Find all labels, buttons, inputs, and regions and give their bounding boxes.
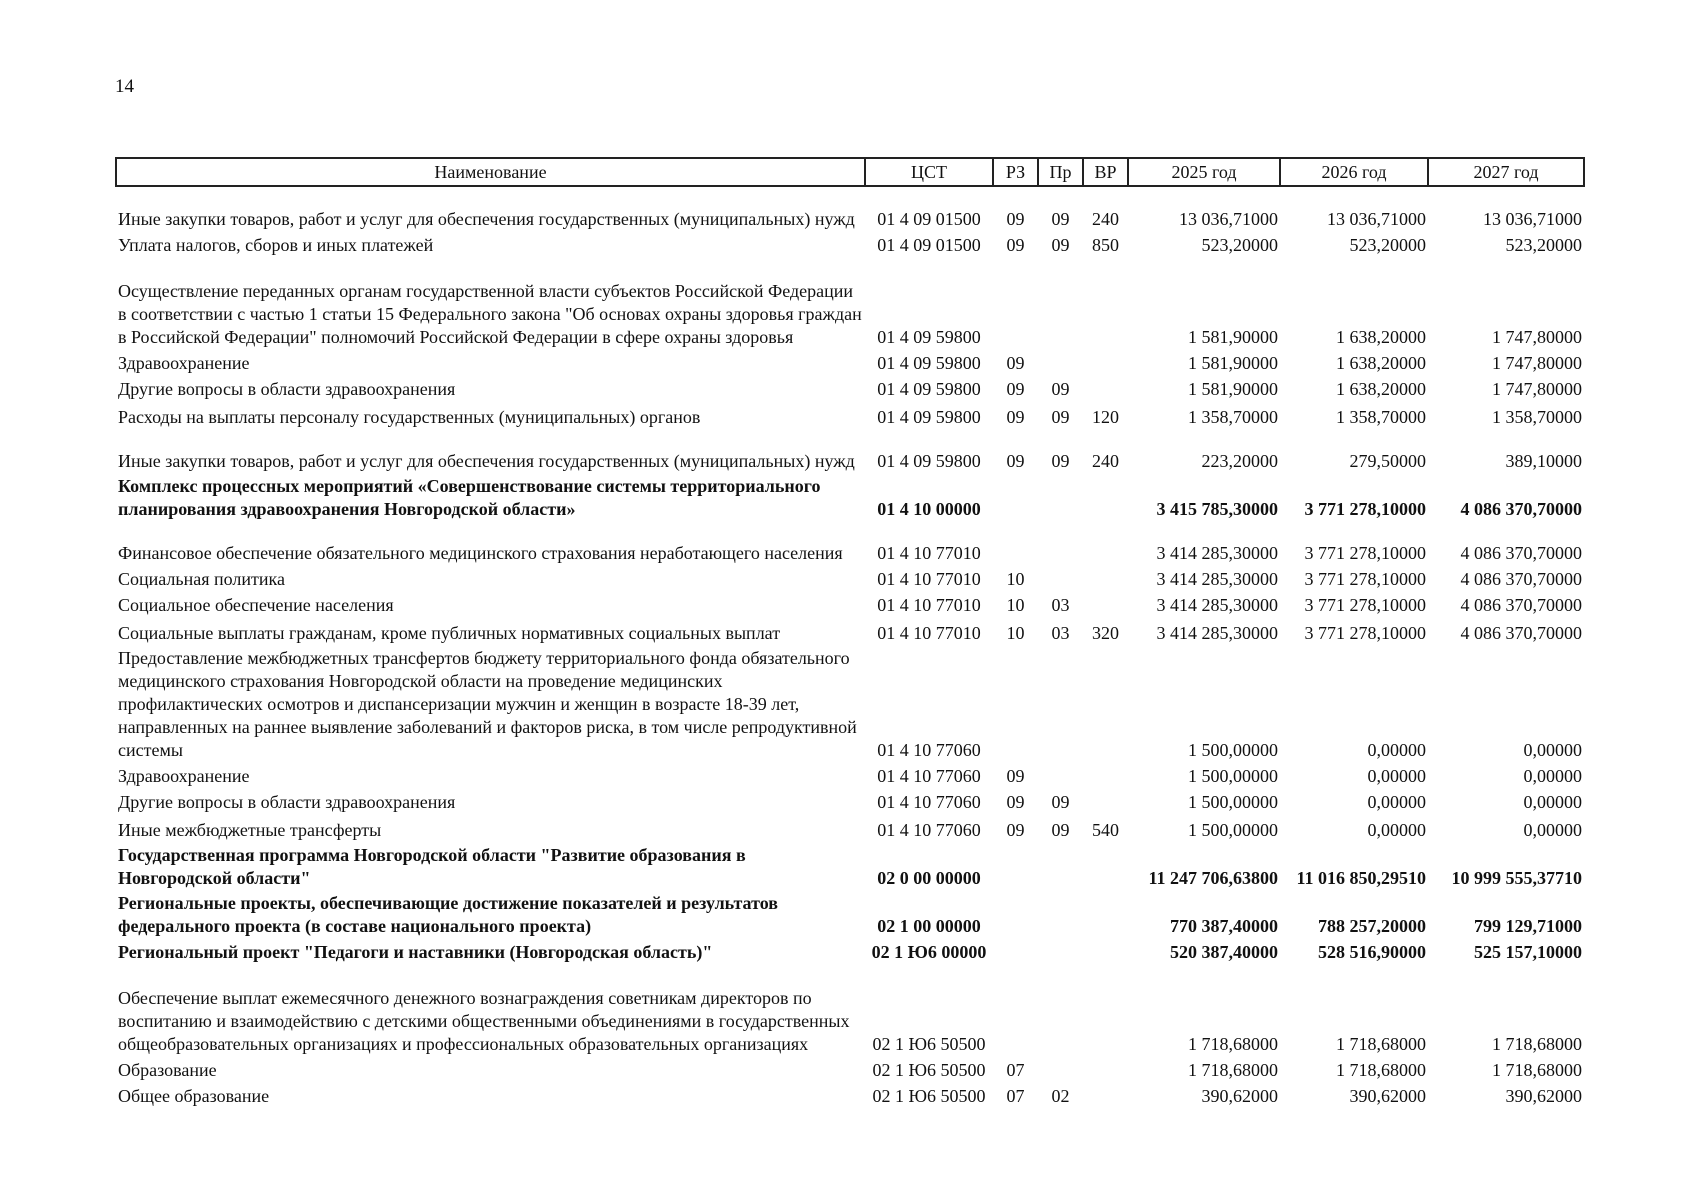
- header-rz: РЗ: [993, 158, 1038, 186]
- row-pr: 09: [1051, 792, 1070, 812]
- row-vr: 320: [1092, 623, 1119, 643]
- row-amount-2027: 1 747,80000: [1492, 379, 1582, 399]
- table-row: [116, 965, 1584, 1057]
- row-vr: [1083, 592, 1128, 618]
- row-rz: [993, 646, 1038, 763]
- row-name: Здравоохранение: [118, 766, 250, 786]
- table-row: [116, 430, 1584, 474]
- row-name: Общее образование: [118, 1086, 270, 1106]
- row-rz: [993, 891, 1038, 939]
- row-pr: 03: [1051, 595, 1070, 615]
- row-cst: 02 1 Ю6 50500: [872, 1060, 986, 1080]
- row-cst: 01 4 09 59800: [877, 407, 981, 427]
- row-name: Государственная программа Новгородской области "Развитие образования в Новгородской области": [118, 845, 746, 888]
- row-rz: 09: [1006, 353, 1025, 373]
- row-rz: 09: [1006, 209, 1025, 229]
- row-cst: 01 4 10 77010: [877, 595, 981, 615]
- row-amount-2026: 0,00000: [1367, 820, 1426, 840]
- row-cst: 01 4 10 77060: [877, 792, 981, 812]
- row-rz: 10: [1006, 569, 1025, 589]
- row-amount-2027: 389,10000: [1505, 451, 1582, 471]
- row-amount-2027: 4 086 370,70000: [1460, 499, 1582, 519]
- row-vr: 240: [1092, 209, 1119, 229]
- row-name: Образование: [118, 1060, 217, 1080]
- table-row: [116, 815, 1584, 843]
- row-vr: [1083, 763, 1128, 789]
- row-name: Уплата налогов, сборов и иных платежей: [118, 235, 434, 255]
- row-cst: 01 4 10 77010: [877, 623, 981, 643]
- table-row: [116, 646, 1584, 763]
- row-pr: 03: [1051, 623, 1070, 643]
- row-rz: [993, 939, 1038, 965]
- row-amount-2025: 1 581,90000: [1188, 379, 1278, 399]
- row-amount-2026: 528 516,90000: [1318, 942, 1426, 962]
- row-vr: [1083, 891, 1128, 939]
- row-name: Региональный проект "Педагоги и наставники (Новгородская область)": [118, 942, 713, 962]
- row-pr: 09: [1051, 235, 1070, 255]
- row-cst: 01 4 09 59800: [877, 379, 981, 399]
- row-amount-2025: 1 581,90000: [1188, 353, 1278, 373]
- row-cst: 01 4 10 00000: [877, 499, 981, 519]
- table-row: [116, 402, 1584, 430]
- table-row: [116, 763, 1584, 789]
- row-pr: [1038, 965, 1083, 1057]
- budget-table: [115, 157, 1585, 1109]
- row-name: Социальные выплаты гражданам, кроме публичных нормативных социальных выплат: [118, 623, 781, 643]
- row-amount-2027: 1 718,68000: [1492, 1034, 1582, 1054]
- row-rz: 09: [1006, 766, 1025, 786]
- row-pr: [1038, 763, 1083, 789]
- row-name: Расходы на выплаты персоналу государственных (муниципальных) органов: [118, 407, 701, 427]
- row-amount-2027: 13 036,71000: [1483, 209, 1582, 229]
- row-rz: 09: [1006, 792, 1025, 812]
- row-amount-2026: 1 358,70000: [1336, 407, 1426, 427]
- row-pr: [1038, 843, 1083, 891]
- row-amount-2026: 788 257,20000: [1318, 916, 1426, 936]
- row-amount-2027: 1 747,80000: [1492, 353, 1582, 373]
- row-vr: [1083, 789, 1128, 815]
- row-rz: [993, 258, 1038, 350]
- row-vr: [1083, 843, 1128, 891]
- row-cst: 01 4 09 59800: [877, 353, 981, 373]
- row-cst: 01 4 09 01500: [877, 235, 981, 255]
- row-pr: 09: [1051, 379, 1070, 399]
- table-row: [116, 258, 1584, 350]
- row-amount-2026: 523,20000: [1349, 235, 1426, 255]
- row-cst: 01 4 09 59800: [877, 327, 981, 347]
- row-name: Региональные проекты, обеспечивающие достижение показателей и результатов федерального проекта (в составе национального проекта): [118, 893, 778, 936]
- row-amount-2027: 1 718,68000: [1492, 1060, 1582, 1080]
- row-name: Социальная политика: [118, 569, 285, 589]
- row-cst: 02 1 Ю6 50500: [872, 1034, 986, 1054]
- row-cst: 02 1 Ю6 00000: [871, 942, 987, 962]
- row-name: Иные межбюджетные трансферты: [118, 820, 382, 840]
- row-amount-2027: 4 086 370,70000: [1460, 543, 1582, 563]
- row-amount-2027: 525 157,10000: [1474, 942, 1582, 962]
- row-cst: 01 4 10 77010: [877, 569, 981, 589]
- row-name: Предоставление межбюджетных трансфертов бюджету территориального фонда обязательного медицинского страхования Новгородской области на проведение медицинских профилактических осмотров и диспансеризации мужчин и женщин в возрасте 18-39 лет, направленных на раннее выявление заболеваний и факторов риска, в том числе репродуктивной системы: [118, 648, 857, 760]
- row-cst: 01 4 09 59800: [877, 451, 981, 471]
- row-cst: 02 0 00 00000: [877, 868, 981, 888]
- row-amount-2027: 4 086 370,70000: [1460, 569, 1582, 589]
- row-amount-2025: 1 500,00000: [1188, 740, 1278, 760]
- row-amount-2025: 390,62000: [1201, 1086, 1278, 1106]
- table-row: [116, 376, 1584, 402]
- row-cst: 01 4 10 77060: [877, 766, 981, 786]
- row-amount-2025: 3 414 285,30000: [1156, 543, 1278, 563]
- table-header-row: [116, 158, 1584, 186]
- row-amount-2025: 520 387,40000: [1170, 942, 1278, 962]
- row-amount-2025: 1 581,90000: [1188, 327, 1278, 347]
- row-amount-2025: 1 500,00000: [1188, 766, 1278, 786]
- row-pr: [1038, 939, 1083, 965]
- page-number: 14: [115, 76, 134, 97]
- row-vr: 120: [1092, 407, 1119, 427]
- row-amount-2025: 1 718,68000: [1188, 1060, 1278, 1080]
- row-vr: [1083, 965, 1128, 1057]
- row-amount-2026: 1 718,68000: [1336, 1034, 1426, 1054]
- header-pr: Пр: [1038, 158, 1083, 186]
- header-2026: 2026 год: [1280, 158, 1428, 186]
- row-amount-2026: 3 771 278,10000: [1304, 623, 1426, 643]
- row-rz: 09: [1006, 379, 1025, 399]
- row-amount-2026: 11 016 850,29510: [1296, 868, 1426, 888]
- row-cst: 01 4 10 77060: [877, 740, 981, 760]
- table-row: [116, 618, 1584, 646]
- row-amount-2026: 1 638,20000: [1336, 379, 1426, 399]
- row-rz: [993, 474, 1038, 522]
- table-row: [116, 939, 1584, 965]
- row-vr: 850: [1092, 235, 1119, 255]
- row-vr: [1083, 376, 1128, 402]
- header-name: Наименование: [116, 158, 865, 186]
- row-rz: 09: [1006, 235, 1025, 255]
- row-name: Другие вопросы в области здравоохранения: [118, 792, 456, 812]
- row-vr: [1083, 522, 1128, 566]
- row-name: Финансовое обеспечение обязательного медицинского страхования неработающего населения: [118, 543, 843, 563]
- row-rz: 10: [1006, 595, 1025, 615]
- table-row: [116, 1057, 1584, 1083]
- row-amount-2025: 3 414 285,30000: [1156, 623, 1278, 643]
- row-vr: 540: [1092, 820, 1119, 840]
- row-amount-2026: 390,62000: [1349, 1086, 1426, 1106]
- row-name: Осуществление переданных органам государственной власти субъектов Российской Федерации в соответствии с частью 1 статьи 15 Федерального закона "Об основах охраны здоровья граждан в Российской Федерации" полномочий Российской Федерации в сфере охраны здоровья: [118, 281, 862, 347]
- row-amount-2026: 1 718,68000: [1336, 1060, 1426, 1080]
- row-cst: 02 1 00 00000: [877, 916, 981, 936]
- row-amount-2027: 523,20000: [1505, 235, 1582, 255]
- row-amount-2025: 3 414 285,30000: [1156, 569, 1278, 589]
- row-pr: 02: [1051, 1086, 1070, 1106]
- row-pr: [1038, 522, 1083, 566]
- row-amount-2026: 3 771 278,10000: [1304, 595, 1426, 615]
- row-pr: 09: [1051, 407, 1070, 427]
- row-rz: [993, 522, 1038, 566]
- row-vr: [1083, 1083, 1128, 1109]
- row-amount-2026: 3 771 278,10000: [1304, 569, 1426, 589]
- row-cst: 01 4 09 01500: [877, 209, 981, 229]
- row-amount-2027: 0,00000: [1523, 792, 1582, 812]
- row-amount-2026: 3 771 278,10000: [1304, 499, 1426, 519]
- row-amount-2027: 390,62000: [1505, 1086, 1582, 1106]
- row-name: Обеспечение выплат ежемесячного денежного вознаграждения советникам директоров по воспитанию и взаимодействию с детскими общественными объединениями в государственных общеобразовательных организациях и профессиональных образовательных организациях: [118, 988, 850, 1054]
- row-amount-2027: 799 129,71000: [1474, 916, 1582, 936]
- row-amount-2025: 1 718,68000: [1188, 1034, 1278, 1054]
- row-amount-2025: 523,20000: [1201, 235, 1278, 255]
- row-pr: [1038, 1057, 1083, 1083]
- row-amount-2026: 279,50000: [1349, 451, 1426, 471]
- row-vr: [1083, 258, 1128, 350]
- header-2025: 2025 год: [1128, 158, 1280, 186]
- row-vr: [1083, 939, 1128, 965]
- row-rz: 07: [1006, 1060, 1025, 1080]
- row-vr: 240: [1092, 451, 1119, 471]
- row-name: Социальное обеспечение населения: [118, 595, 394, 615]
- row-amount-2025: 1 500,00000: [1188, 820, 1278, 840]
- row-vr: [1083, 474, 1128, 522]
- row-amount-2027: 4 086 370,70000: [1460, 595, 1582, 615]
- row-amount-2027: 0,00000: [1523, 740, 1582, 760]
- row-amount-2025: 1 500,00000: [1188, 792, 1278, 812]
- table-row: [116, 891, 1584, 939]
- row-amount-2027: 1 358,70000: [1492, 407, 1582, 427]
- row-amount-2026: 3 771 278,10000: [1304, 543, 1426, 563]
- row-rz: 09: [1006, 451, 1025, 471]
- row-rz: 09: [1006, 407, 1025, 427]
- row-pr: 09: [1051, 820, 1070, 840]
- row-vr: [1083, 566, 1128, 592]
- table-row: [116, 522, 1584, 566]
- row-amount-2025: 770 387,40000: [1170, 916, 1278, 936]
- row-amount-2027: 4 086 370,70000: [1460, 623, 1582, 643]
- row-amount-2026: 1 638,20000: [1336, 327, 1426, 347]
- row-cst: 01 4 10 77060: [877, 820, 981, 840]
- row-amount-2025: 3 414 285,30000: [1156, 595, 1278, 615]
- row-name: Комплекс процессных мероприятий «Совершенствование системы территориального планирования здравоохранения Новгородской области»: [118, 476, 821, 519]
- row-rz: [993, 843, 1038, 891]
- table-row: [116, 789, 1584, 815]
- header-vr: ВР: [1083, 158, 1128, 186]
- row-amount-2027: 1 747,80000: [1492, 327, 1582, 347]
- row-rz: 07: [1006, 1086, 1025, 1106]
- header-cst: ЦСТ: [865, 158, 993, 186]
- row-pr: 09: [1051, 451, 1070, 471]
- row-amount-2025: 13 036,71000: [1179, 209, 1278, 229]
- row-rz: [993, 965, 1038, 1057]
- table-body: [116, 186, 1584, 1109]
- row-amount-2026: 13 036,71000: [1327, 209, 1426, 229]
- row-pr: [1038, 474, 1083, 522]
- row-name: Иные закупки товаров, работ и услуг для обеспечения государственных (муниципальных) нужд: [118, 209, 855, 229]
- row-amount-2025: 1 358,70000: [1188, 407, 1278, 427]
- row-vr: [1083, 1057, 1128, 1083]
- table-row: [116, 350, 1584, 376]
- row-amount-2026: 0,00000: [1367, 766, 1426, 786]
- row-cst: 02 1 Ю6 50500: [872, 1086, 986, 1106]
- row-amount-2027: 0,00000: [1523, 820, 1582, 840]
- header-2027: 2027 год: [1428, 158, 1584, 186]
- table-row: [116, 843, 1584, 891]
- table-row: [116, 232, 1584, 258]
- row-amount-2027: 10 999 555,37710: [1451, 868, 1582, 888]
- table-row: [116, 592, 1584, 618]
- row-amount-2026: 1 638,20000: [1336, 353, 1426, 373]
- row-amount-2025: 11 247 706,63800: [1148, 868, 1278, 888]
- row-pr: [1038, 891, 1083, 939]
- row-amount-2027: 0,00000: [1523, 766, 1582, 786]
- row-name: Другие вопросы в области здравоохранения: [118, 379, 456, 399]
- row-amount-2025: 223,20000: [1201, 451, 1278, 471]
- row-amount-2026: 0,00000: [1367, 740, 1426, 760]
- row-vr: [1083, 350, 1128, 376]
- row-pr: 09: [1051, 209, 1070, 229]
- table-row: [116, 186, 1584, 232]
- row-pr: [1038, 646, 1083, 763]
- row-name: Здравоохранение: [118, 353, 250, 373]
- row-name: Иные закупки товаров, работ и услуг для обеспечения государственных (муниципальных) нужд: [118, 451, 855, 471]
- row-rz: 10: [1006, 623, 1025, 643]
- row-pr: [1038, 566, 1083, 592]
- row-cst: 01 4 10 77010: [877, 543, 981, 563]
- table-row: [116, 474, 1584, 522]
- table-row: [116, 566, 1584, 592]
- table-row: [116, 1083, 1584, 1109]
- row-rz: 09: [1006, 820, 1025, 840]
- row-vr: [1083, 646, 1128, 763]
- row-pr: [1038, 350, 1083, 376]
- row-pr: [1038, 258, 1083, 350]
- row-amount-2025: 3 415 785,30000: [1156, 499, 1278, 519]
- row-amount-2026: 0,00000: [1367, 792, 1426, 812]
